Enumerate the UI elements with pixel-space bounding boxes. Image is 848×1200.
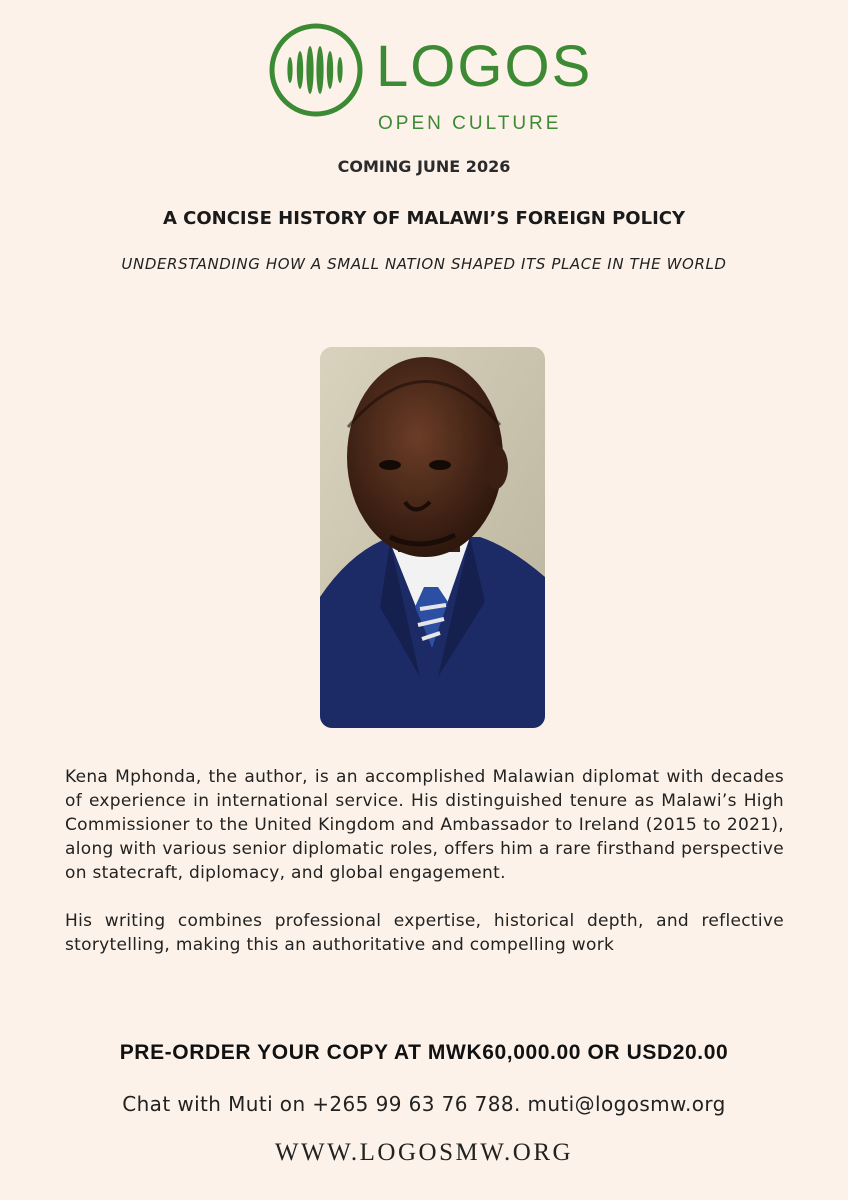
author-portrait bbox=[320, 347, 545, 728]
website-link[interactable]: WWW.LOGOSMW.ORG bbox=[274, 1139, 574, 1166]
release-announcement: COMING JUNE 2026 bbox=[337, 157, 511, 176]
bio-paragraph: Kena Mphonda, the author, is an accomplished Malawian diplomat with decades of experience in international service. His distinguished tenure as Malawi’s High Commissioner to the United Kingdom and Ambassador to Ireland (2015 to 2021), along with various senior diplomatic roles, offers him a rare firsthand perspective on statecraft, diplomacy, and global engagement. bbox=[65, 767, 784, 883]
preorder-price: PRE-ORDER YOUR COPY AT MWK60,000.00 OR USD20.00 bbox=[119, 1041, 729, 1064]
brand-tagline: OPEN CULTURE bbox=[378, 113, 562, 134]
logos-logo bbox=[268, 20, 608, 134]
book-subtitle: UNDERSTANDING HOW A SMALL NATION SHAPED ITS PLACE IN THE WORLD bbox=[121, 255, 727, 273]
contact-info: Chat with Muti on +265 99 63 76 788. muti@logosmw.org bbox=[122, 1092, 726, 1116]
author-bio bbox=[65, 765, 784, 957]
book-title: A CONCISE HISTORY OF MALAWI’S FOREIGN POLICY bbox=[162, 208, 686, 229]
leaf-stripes-circle-icon bbox=[268, 22, 364, 118]
brand-name: LOGOS bbox=[376, 34, 593, 99]
bio-paragraph: His writing combines professional expertise, historical depth, and reflective storytelling, making this an authoritative and compelling work bbox=[65, 911, 784, 955]
